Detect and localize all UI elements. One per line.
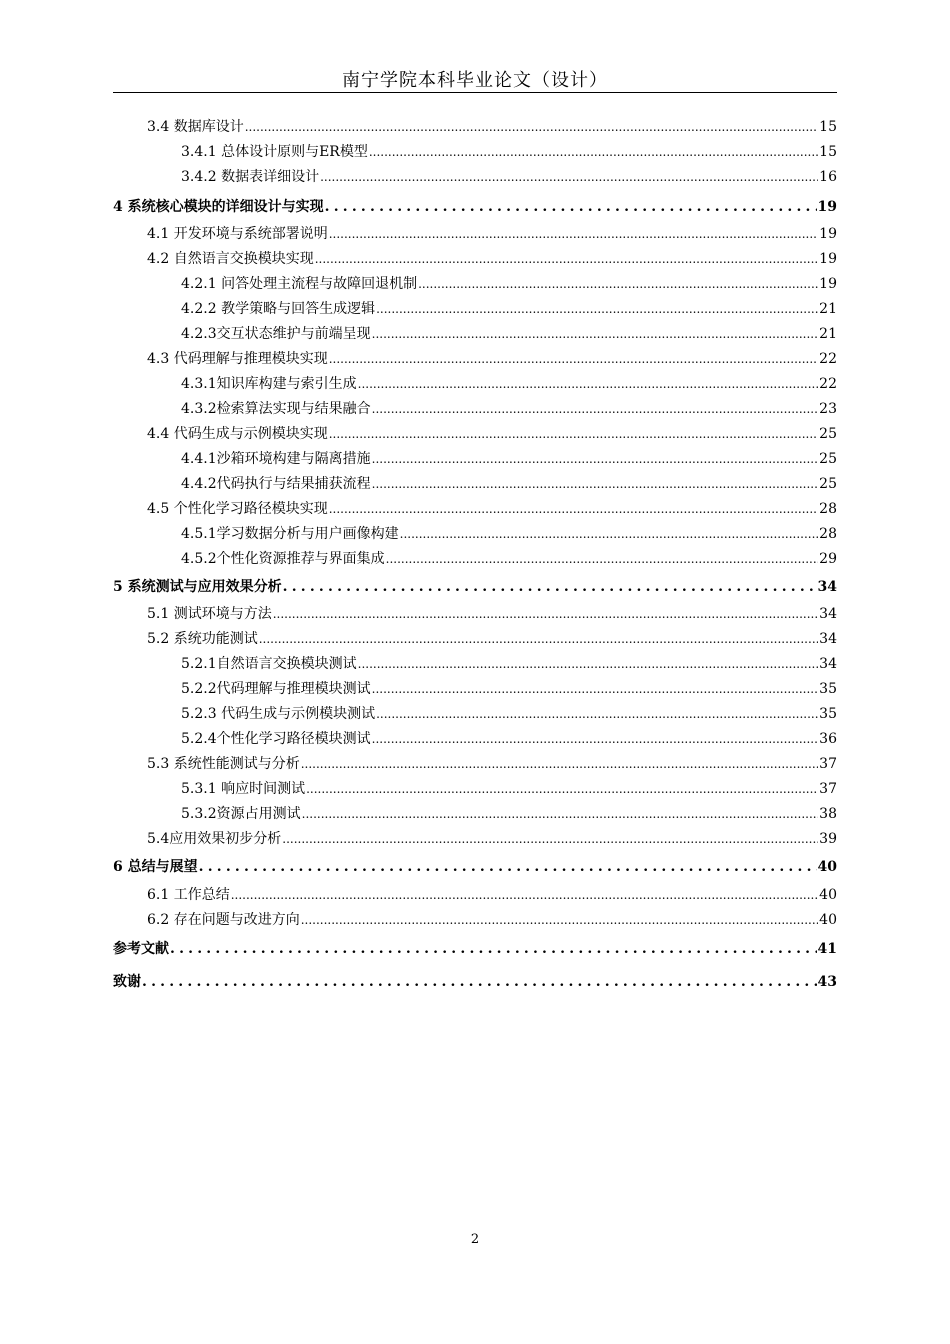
toc-entry-page: 19 [817, 199, 837, 215]
toc-entry[interactable] [181, 678, 837, 700]
toc-entry[interactable] [181, 298, 837, 320]
toc-entry-page: 36 [819, 731, 837, 747]
toc-entry[interactable] [147, 628, 837, 650]
toc-entry[interactable] [181, 548, 837, 570]
toc-entry-title: 4.1 开发环境与系统部署说明 [147, 226, 328, 242]
toc-entry-title: 4.2.2 教学策略与回答生成逻辑 [181, 301, 376, 317]
toc-entry-page: 25 [819, 451, 837, 467]
toc-entry-title: 5.2.4个性化学习路径模块测试 [181, 731, 371, 747]
toc-leader-dots [372, 728, 819, 750]
toc-entry[interactable] [147, 223, 837, 245]
toc-entry-page: 34 [819, 656, 837, 672]
page-number: 2 [470, 1232, 480, 1247]
toc-entry-title: 6.2 存在问题与改进方向 [147, 912, 300, 928]
toc-leader-dots [142, 971, 817, 993]
toc-entry-title: 5.2 系统功能测试 [147, 631, 258, 647]
toc-entry[interactable] [147, 248, 837, 270]
toc-leader-dots [231, 884, 818, 906]
toc-leader-dots [302, 803, 819, 825]
toc-entry-page: 19 [819, 276, 837, 292]
toc-entry-page: 40 [819, 912, 837, 928]
toc-entry-title: 5.3.2资源占用测试 [181, 806, 301, 822]
toc-entry-page: 29 [819, 551, 837, 567]
toc-entry-title: 4.2 自然语言交换模块实现 [147, 251, 314, 267]
page-header-title: 南宁学院本科毕业论文（设计） [342, 70, 608, 91]
toc-leader-dots [372, 678, 819, 700]
toc-entry[interactable] [181, 323, 837, 345]
toc-leader-dots [400, 523, 819, 545]
toc-entry-page: 15 [819, 144, 837, 160]
toc-leader-dots [301, 753, 818, 775]
toc-entry-title: 5.4应用效果初步分析 [147, 831, 282, 847]
toc-entry-page: 19 [819, 251, 837, 267]
toc-entry-title: 4.5.2个性化资源推荐与界面集成 [181, 551, 385, 567]
toc-leader-dots [170, 938, 817, 960]
toc-leader-dots [329, 423, 818, 445]
toc-entry[interactable] [181, 803, 837, 825]
toc-entry[interactable] [147, 753, 837, 775]
toc-leader-dots [372, 323, 819, 345]
toc-leader-dots [199, 856, 817, 878]
toc-entry-page: 41 [817, 941, 837, 957]
toc-entry-title: 3.4 数据库设计 [147, 119, 244, 135]
toc-entry-title: 3.4.2 数据表详细设计 [181, 169, 320, 185]
toc-entry-page: 19 [819, 226, 837, 242]
toc-entry[interactable] [147, 116, 837, 138]
toc-entry[interactable] [147, 909, 837, 931]
toc-entry-page: 38 [819, 806, 837, 822]
toc-leader-dots [386, 548, 819, 570]
toc-entry[interactable] [147, 498, 837, 520]
toc-leader-dots [329, 348, 818, 370]
toc-leader-dots [245, 116, 818, 138]
toc-entry-page: 21 [819, 326, 837, 342]
toc-leader-dots [358, 653, 819, 675]
toc-leader-dots [329, 223, 818, 245]
toc-entry-page: 28 [819, 501, 837, 517]
toc-leader-dots [372, 473, 819, 495]
toc-leader-dots [376, 298, 818, 320]
toc-entry-title: 4.4.2代码执行与结果捕获流程 [181, 476, 371, 492]
toc-entry[interactable] [147, 603, 837, 625]
toc-leader-dots [283, 576, 817, 598]
toc-leader-dots [320, 166, 818, 188]
toc-entry-title: 5.1 测试环境与方法 [147, 606, 272, 622]
header-divider [113, 92, 837, 93]
toc-leader-dots [329, 498, 818, 520]
toc-entry[interactable] [113, 196, 837, 218]
toc-entry[interactable] [181, 653, 837, 675]
toc-leader-dots [325, 196, 817, 218]
toc-entry[interactable] [181, 373, 837, 395]
toc-leader-dots [301, 909, 818, 931]
toc-entry-page: 25 [819, 426, 837, 442]
toc-entry-title: 4.5 个性化学习路径模块实现 [147, 501, 328, 517]
toc-entry[interactable] [181, 398, 837, 420]
toc-leader-dots [315, 248, 818, 270]
toc-entry-title: 致谢 [113, 974, 141, 990]
toc-leader-dots [372, 448, 819, 470]
toc-entry-title: 4.3.2检索算法实现与结果融合 [181, 401, 371, 417]
toc-entry-page: 40 [817, 859, 837, 875]
toc-entry-page: 37 [819, 781, 837, 797]
toc-entry-title: 5.3.1 响应时间测试 [181, 781, 306, 797]
toc-entry-title: 6 总结与展望 [113, 859, 198, 875]
toc-entry-title: 5 系统测试与应用效果分析 [113, 579, 282, 595]
toc-entry[interactable] [113, 938, 837, 960]
toc-entry[interactable] [181, 778, 837, 800]
toc-entry-page: 28 [819, 526, 837, 542]
toc-entry-page: 25 [819, 476, 837, 492]
toc-entry[interactable] [181, 703, 837, 725]
toc-entry-title: 4.5.1学习数据分析与用户画像构建 [181, 526, 399, 542]
toc-entry-page: 40 [819, 887, 837, 903]
toc-entry-title: 6.1 工作总结 [147, 887, 230, 903]
toc-entry[interactable] [181, 141, 837, 163]
toc-entry[interactable] [147, 884, 837, 906]
toc-entry-page: 35 [819, 681, 837, 697]
toc-entry-page: 16 [819, 169, 837, 185]
toc-entry-title: 参考文献 [113, 941, 169, 957]
toc-entry-title: 5.2.1自然语言交换模块测试 [181, 656, 357, 672]
toc-entry[interactable] [113, 856, 837, 878]
toc-entry-title: 4.4 代码生成与示例模块实现 [147, 426, 328, 442]
toc-entry-page: 22 [819, 351, 837, 367]
toc-entry-page: 15 [819, 119, 837, 135]
toc-entry[interactable] [181, 473, 837, 495]
toc-leader-dots [306, 778, 818, 800]
toc-entry[interactable] [181, 728, 837, 750]
toc-entry-page: 22 [819, 376, 837, 392]
toc-leader-dots [376, 703, 818, 725]
toc-entry-title: 4.4.1沙箱环境构建与隔离措施 [181, 451, 371, 467]
toc-entry-page: 35 [819, 706, 837, 722]
toc-entry-title: 3.4.1 总体设计原则与ER模型 [181, 144, 368, 160]
toc-entry-title: 4.2.1 问答处理主流程与故障回退机制 [181, 276, 418, 292]
toc-entry[interactable] [181, 448, 837, 470]
toc-entry-title: 5.3 系统性能测试与分析 [147, 756, 300, 772]
toc-entry-title: 4.2.3交互状态维护与前端呈现 [181, 326, 371, 342]
toc-entry[interactable] [147, 828, 837, 850]
toc-leader-dots [369, 141, 818, 163]
toc-entry-title: 4.3 代码理解与推理模块实现 [147, 351, 328, 367]
toc-leader-dots [372, 398, 819, 420]
toc-entry-page: 37 [819, 756, 837, 772]
toc-entry[interactable] [113, 576, 837, 598]
toc-entry[interactable] [181, 523, 837, 545]
toc-entry[interactable] [147, 423, 837, 445]
toc-entry[interactable] [147, 348, 837, 370]
toc-leader-dots [358, 373, 819, 395]
toc-entry-title: 4.3.1知识库构建与索引生成 [181, 376, 357, 392]
toc-entry[interactable] [113, 971, 837, 993]
toc-entry-page: 39 [819, 831, 837, 847]
toc-leader-dots [259, 628, 818, 650]
toc-entry[interactable] [181, 273, 837, 295]
toc-entry-title: 5.2.2代码理解与推理模块测试 [181, 681, 371, 697]
toc-entry[interactable] [181, 166, 837, 188]
toc-leader-dots [418, 273, 818, 295]
toc-entry-page: 21 [819, 301, 837, 317]
toc-leader-dots [282, 828, 818, 850]
toc-leader-dots [273, 603, 818, 625]
toc-entry-title: 4 系统核心模块的详细设计与实现 [113, 199, 324, 215]
toc-entry-page: 43 [817, 974, 837, 990]
toc-entry-page: 23 [819, 401, 837, 417]
toc-entry-page: 34 [819, 631, 837, 647]
toc-entry-page: 34 [819, 606, 837, 622]
toc-entry-page: 34 [817, 579, 837, 595]
toc-entry-title: 5.2.3 代码生成与示例模块测试 [181, 706, 376, 722]
